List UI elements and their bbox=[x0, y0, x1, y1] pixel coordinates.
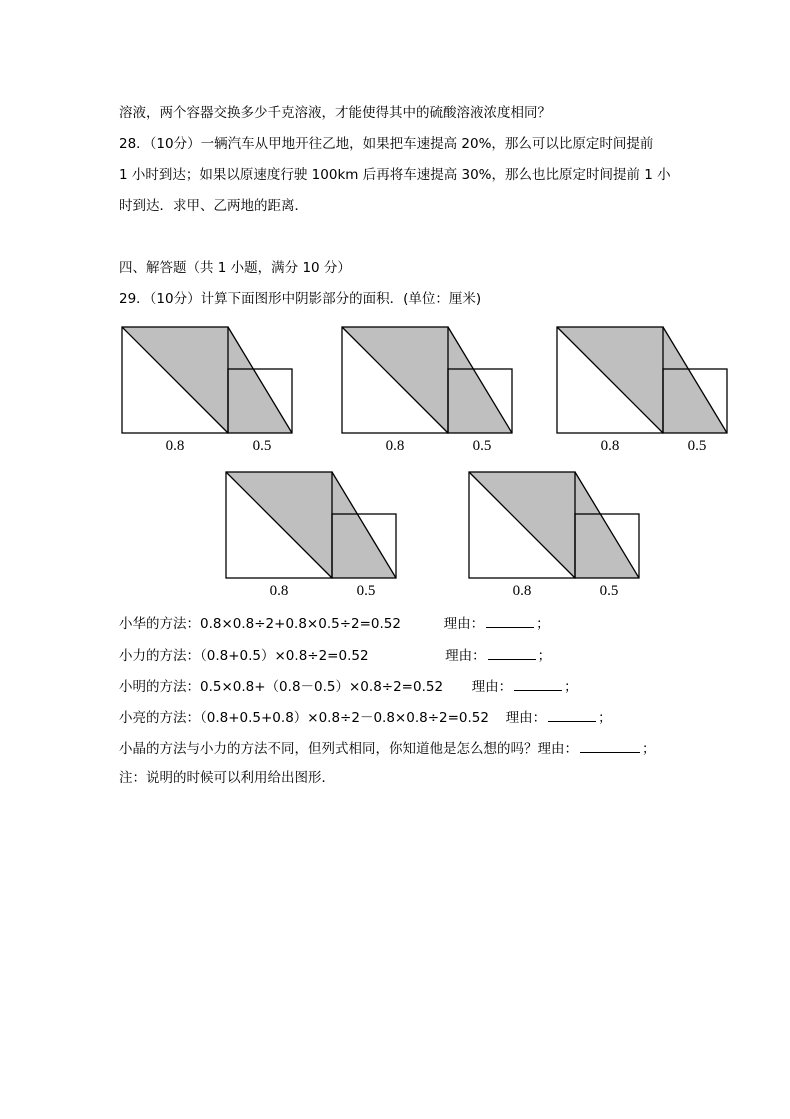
figure-2 bbox=[338, 322, 518, 457]
question-text: 小晶的方法与小力的方法不同，但列式相同，你知道他是怎么想的吗？理由： bbox=[119, 741, 578, 757]
method-xiaoming: 小明的方法：0.5×0.8+（0.8－0.5）×0.8÷2=0.52 理由： ； bbox=[119, 676, 578, 696]
label-right: 0.5 bbox=[472, 438, 492, 454]
method-text: 小明的方法：0.5×0.8+（0.8－0.5）×0.8÷2=0.52 bbox=[119, 679, 444, 695]
label-left: 0.8 bbox=[600, 438, 620, 454]
reason-label: 理由： bbox=[445, 648, 486, 664]
note: 注：说明的时候可以利用给出图形． bbox=[119, 770, 335, 786]
q28-line-2: 1 小时到达；如果以原速度行驶 100km 后再将车速提高 30%，那么也比原定时间提前 1 小 bbox=[119, 167, 671, 183]
method-xiaohua: 小华的方法：0.8×0.8÷2+0.8×0.5÷2=0.52 理由： ； bbox=[119, 613, 550, 633]
answer-blank[interactable] bbox=[514, 676, 562, 691]
reason-label: 理由： bbox=[471, 679, 513, 695]
method-text: 小华的方法：0.8×0.8÷2+0.8×0.5÷2=0.52 bbox=[119, 616, 401, 632]
shaded-region bbox=[226, 472, 396, 578]
reason-label: 理由： bbox=[505, 710, 547, 726]
label-right: 0.5 bbox=[252, 438, 272, 454]
figure-1 bbox=[118, 322, 298, 457]
label-right: 0.5 bbox=[356, 583, 376, 599]
method-xiaojing: 小晶的方法与小力的方法不同，但列式相同，你知道他是怎么想的吗？理由： ； bbox=[119, 738, 656, 758]
label-left: 0.8 bbox=[269, 583, 289, 599]
method-text: 小力的方法：（0.8+0.5）×0.8÷2=0.52 bbox=[119, 648, 369, 664]
method-xiaoli: 小力的方法：（0.8+0.5）×0.8÷2=0.52 理由： ； bbox=[119, 645, 551, 665]
answer-blank[interactable] bbox=[486, 613, 534, 628]
reason-label: 理由： bbox=[443, 616, 485, 632]
answer-blank[interactable] bbox=[548, 707, 596, 722]
figure-4 bbox=[222, 467, 402, 602]
shaded-region bbox=[557, 327, 727, 433]
shaded-region bbox=[469, 472, 639, 578]
shaded-region bbox=[342, 327, 512, 433]
q27-continuation: 溶液，两个容器交换多少千克溶液，才能使得其中的硫酸溶液浓度相同？ bbox=[119, 105, 551, 121]
figure-5 bbox=[465, 467, 645, 602]
answer-blank[interactable] bbox=[580, 738, 640, 753]
label-left: 0.8 bbox=[385, 438, 405, 454]
label-left: 0.8 bbox=[165, 438, 185, 454]
shaded-region bbox=[122, 327, 292, 433]
method-text: 小亮的方法：（0.8+0.5+0.8）×0.8÷2－0.8×0.8÷2=0.52 bbox=[119, 710, 489, 726]
section-4-heading: 四、解答题（共 1 小题，满分 10 分） bbox=[119, 260, 351, 276]
label-right: 0.5 bbox=[687, 438, 707, 454]
answer-blank[interactable] bbox=[488, 645, 536, 660]
q29-prompt: 29．（10分）计算下面图形中阴影部分的面积．(单位：厘米) bbox=[119, 291, 482, 307]
label-left: 0.8 bbox=[512, 583, 532, 599]
method-xiaoliang: 小亮的方法：（0.8+0.5+0.8）×0.8÷2－0.8×0.8÷2=0.52 理由： ； bbox=[119, 707, 612, 727]
figure-3 bbox=[553, 322, 733, 457]
q28-line-1: 28．（10分）一辆汽车从甲地开往乙地，如果把车速提高 20%，那么可以比原定时间提前 bbox=[119, 136, 654, 152]
label-right: 0.5 bbox=[599, 583, 619, 599]
q28-line-3: 时到达．求甲、乙两地的距离． bbox=[119, 198, 308, 214]
